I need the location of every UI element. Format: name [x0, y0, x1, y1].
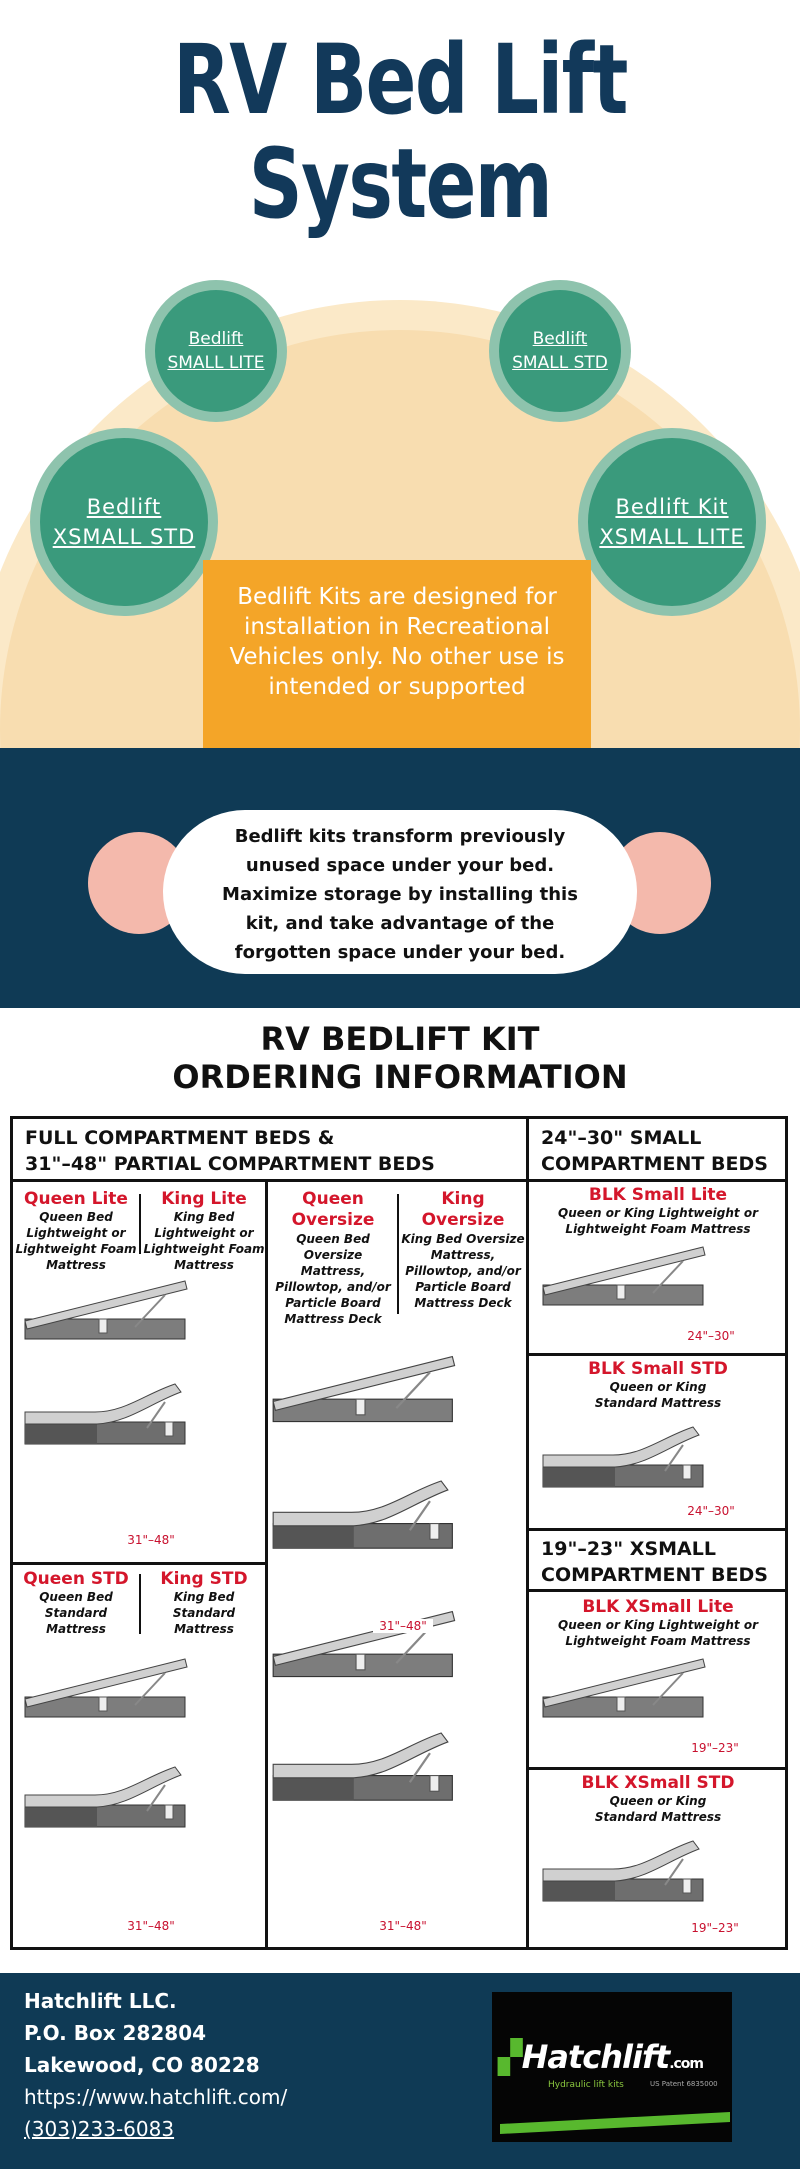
header-line-1: 24"–30" SMALL [541, 1127, 702, 1149]
product-name: Queen Oversize [291, 1189, 375, 1230]
dim-xsmall-lite: 19"–23" [687, 1741, 743, 1755]
product-name: King Oversize [421, 1189, 505, 1230]
title-line-1: RV Bed Lift [173, 24, 627, 136]
bedlift-kit-xsmall-lite-link[interactable] [578, 428, 766, 616]
ordering-title [0, 1020, 800, 1096]
ordering-title-line-1: RV BEDLIFT KIT [260, 1020, 540, 1058]
product-desc: Queen Bed Oversize Mattress, Pillowtop, and/or Particle Board Mattress Deck [275, 1232, 391, 1326]
header-line-1: FULL COMPARTMENT BEDS & [25, 1127, 335, 1149]
header-line-1: 19"–23" XSMALL [541, 1538, 716, 1560]
city-address: Lakewood, CO 80228 [24, 2053, 260, 2077]
po-box: P.O. Box 282804 [24, 2021, 207, 2045]
circle-label-1: Bedlift Kit [615, 495, 729, 519]
contact-info [24, 1985, 287, 2145]
dim-full-oversize-2: 31"–48" [373, 1919, 433, 1933]
product-name: King STD [160, 1569, 248, 1589]
dim-small-std: 24"–30" [681, 1504, 741, 1518]
circle-label-1: Bedlift [86, 495, 162, 519]
bed-std-curve [25, 1767, 185, 1827]
bed-xsmall-std [543, 1841, 703, 1901]
logo-tagline: Hydraulic lift kits [548, 2080, 624, 2090]
usage-notice: Bedlift Kits are designed for installation in Recreational Vehicles only. No other use is intended or supported [203, 560, 591, 748]
dimension-arrows [125, 1332, 737, 1934]
phone-link[interactable]: (303)233-6083 [24, 2117, 175, 2141]
product-name: Queen STD [23, 1569, 129, 1589]
product-name: BLK XSmall STD [581, 1773, 735, 1793]
header-line-2: COMPARTMENT BEDS [541, 1564, 768, 1586]
dim-small-lite: 24"–30" [681, 1329, 741, 1343]
circle-label-2: SMALL LITE [167, 353, 265, 373]
company-name: Hatchlift LLC. [24, 1989, 177, 2013]
logo-name: Hatchlift [521, 2038, 670, 2076]
circle-label-1: Bedlift [188, 329, 244, 349]
circle-label-2: XSMALL LITE [599, 525, 745, 549]
product-name: BLK Small STD [588, 1359, 728, 1379]
product-desc: Queen or King Lightweight or Lightweight Foam Mattress [558, 1618, 758, 1648]
bed-lite-curve [25, 1384, 185, 1444]
product-desc: Queen or King Standard Mattress [594, 1794, 722, 1824]
bed-oversize-2 [273, 1481, 452, 1548]
benefit-text: Bedlift kits transform previously unused space under your bed. Maximize storage by installing this kit, and take advantage of the forgotten space under your bed. [163, 810, 637, 974]
title-line-2: System [248, 128, 552, 240]
bed-small-std [543, 1427, 703, 1487]
product-desc: Queen or King Standard Mattress [594, 1380, 722, 1410]
website-link[interactable]: https://www.hatchlift.com/ [24, 2085, 288, 2109]
ordering-chart [10, 1116, 788, 1950]
product-name: King Lite [161, 1189, 247, 1209]
logo-wordmark [498, 2038, 728, 2076]
product-desc: King Bed Lightweight or Lightweight Foam Mattress [143, 1210, 265, 1272]
ordering-title-line-2: ORDERING INFORMATION [172, 1058, 628, 1096]
bed-xsmall-lite [543, 1659, 705, 1717]
dim-full-std: 31"–48" [121, 1919, 181, 1933]
product-desc: King Bed Standard Mattress [172, 1590, 236, 1636]
dim-xsmall-std: 19"–23" [687, 1921, 743, 1935]
logo-com: .com [669, 2056, 704, 2072]
bedlift-xsmall-std-link[interactable] [30, 428, 218, 616]
product-desc: Queen or King Lightweight or Lightweight Foam Mattress [558, 1206, 758, 1236]
bed-small-lite [543, 1247, 705, 1305]
circle-label-1: Bedlift [532, 329, 588, 349]
logo-patent: US Patent 6835000 [650, 2080, 718, 2088]
circle-label-2: SMALL STD [512, 353, 608, 373]
product-name: BLK Small Lite [588, 1185, 728, 1205]
logo-mark-icon: ▞ [498, 2038, 522, 2076]
bedlift-small-std-link[interactable] [489, 280, 631, 422]
bed-oversize-1 [273, 1357, 454, 1422]
product-desc: Queen Bed Standard Mattress [39, 1590, 113, 1636]
product-desc: Queen Bed Lightweight or Lightweight Foam Mattress [15, 1210, 137, 1272]
bed-std-flat [25, 1659, 187, 1717]
bedlift-small-lite-link[interactable] [145, 280, 287, 422]
circle-label-2: XSMALL STD [52, 525, 196, 549]
header-line-2: 31"–48" PARTIAL COMPARTMENT BEDS [25, 1153, 435, 1175]
product-desc: King Bed Oversize Mattress, Pillowtop, and/or Particle Board Mattress Deck [401, 1232, 525, 1310]
dim-full-lite: 31"–48" [121, 1533, 181, 1547]
dim-full-oversize-1: 31"–48" [373, 1619, 433, 1633]
bed-lite-flat [25, 1281, 187, 1339]
header-line-2: COMPARTMENT BEDS [541, 1153, 768, 1175]
page-title [88, 24, 712, 240]
product-name: Queen Lite [24, 1189, 128, 1209]
bed-oversize-4 [273, 1733, 452, 1800]
product-name: BLK XSmall Lite [582, 1597, 734, 1617]
